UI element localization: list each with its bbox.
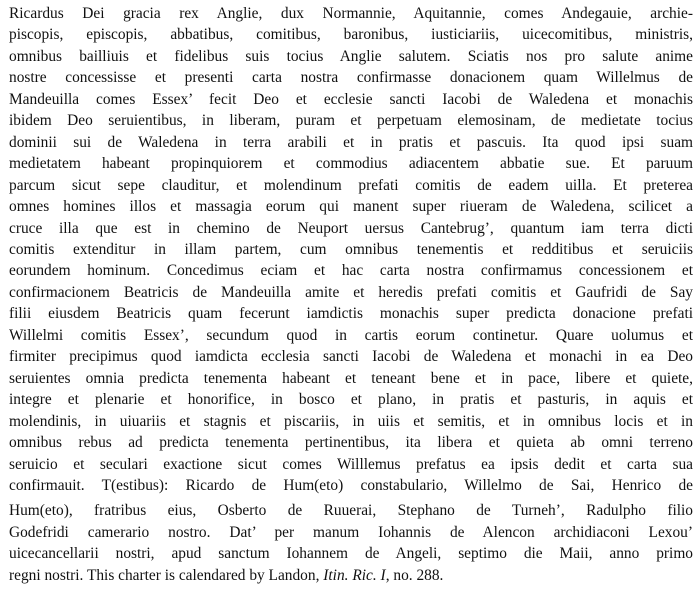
text-line: Mandeuilla comes Essex’ fecit Deo et ecclesie sancti Iacobi de Waledena et monachis — [9, 90, 693, 108]
itinerary-citation-title: Itin. Ric. I — [323, 566, 386, 584]
final-text-line — [9, 565, 693, 586]
text-line: uicecancellarii nostri, apud sanctum Iohannem de Angeli, septimo die Maii, anno primo — [9, 545, 693, 563]
text-line: omnibus rebus ad predicta tenementa pertinentibus, ita libera et quieta ab omni terreno — [9, 434, 693, 452]
text-line: ibidem Deo seruientibus, in liberam, puram et perpetuam elemosinam, de medietate tocius — [9, 112, 693, 130]
text-line: dominii sui de Waledena in terra arabili et in pratis et pascuis. Ita quod ipsi suam — [9, 133, 693, 151]
text-line: seruicio et seculari exactione sicut comes Willlemus prefatus ea ipsis dedit et carta sua — [9, 455, 693, 473]
text-line: Willelmi comitis Essex’, secundum quod in cartis eorum continetur. Quare uolumus et — [9, 326, 693, 344]
text-line: Ricardus Dei gracia rex Anglie, dux Normannie, Aquitannie, comes Andegauie, archie- — [9, 5, 693, 22]
text-line: omnes homines illos et massagia eorum qui manent super riueram de Waledena, scilicet a — [9, 198, 693, 216]
text-line: firmiter precipimus quod iamdicta ecclesia sancti Iacobi de Waledena et monachi in ea Deo — [9, 348, 693, 366]
charter-text — [9, 3, 693, 586]
text-line: integre et plenarie et honorifice, in bosco et plano, in pratis et pasturis, in aquis et — [9, 391, 693, 409]
text-line: molendinis, in uiuariis et stagnis et piscariis, in uiis et semitis, et in omnibus locis et in — [9, 412, 693, 430]
text-line: piscopis, episcopis, abbatibus, comitibus, baronibus, iusticiariis, uicecomitibus, ministris, — [9, 26, 693, 44]
text-line: filii eiusdem Beatricis quam fecerunt iamdictis monachis super predicta donacione prefati — [9, 305, 693, 323]
text-line: seruientes omnia predicta tenementa habeant et teneant bene et in pace, libere et quiete, — [9, 369, 693, 387]
text-line: eorundem hominum. Concedimus eciam et hac carta nostra confirmamus concessionem et — [9, 262, 693, 280]
text-line: medietatem habeant propinquiorem et commodius adiacentem abbatie sue. Et paruum — [9, 155, 693, 173]
final-line-reference: , no. 288. — [385, 566, 444, 584]
final-line-text: regni nostri. This charter is calendared by Landon, — [9, 566, 324, 584]
text-line: confirmauit. T(estibus): Ricardo de Hum(eto) constabulario, Willelmo de Sai, Henrico de — [9, 476, 693, 494]
text-line: omnibus bailliuis et fidelibus suis tocius Anglie salutem. Sciatis nos pro salute anime — [9, 47, 693, 65]
text-line: Godefridi camerario nostro. Dat’ per manum Iohannis de Alencon archidiaconi Lexou’ — [9, 523, 693, 541]
text-line: comitis extenditur in illam partem, cum omnibus tenementis et redditibus et seruiciis — [9, 240, 693, 258]
text-line: cruce illa que est in chemino de Neuport uersus Cantebrug’, quantum iam terra dicti — [9, 219, 693, 237]
text-line: Hum(eto), fratribus eius, Osberto de Ruuerai, Stephano de Turneh’, Radulpho filio — [9, 502, 693, 520]
text-line: parcum sicut sepe clauditur, et molendinum prefati comitis de eadem uilla. Et preterea — [9, 176, 693, 194]
text-line: nostre concessisse et presenti carta nostra confirmasse donacionem quam Willelmus de — [9, 69, 693, 87]
text-line: confirmacionem Beatricis de Mandeuilla amite et heredis prefati comitis et Gaufridi de Say — [9, 283, 693, 301]
